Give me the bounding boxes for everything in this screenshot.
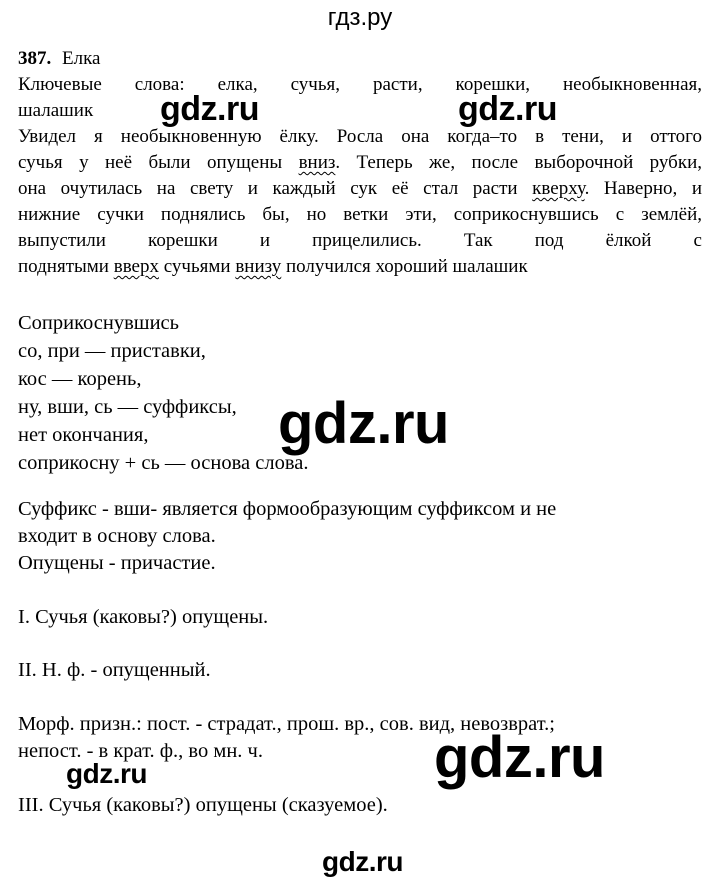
site-header: гдз.ру bbox=[327, 4, 393, 31]
text-line: выпустили корешки и прицелились. Так под ёлкой с bbox=[18, 230, 702, 251]
text-line: сучья у неё были опущены вниз. Теперь же, после выборочной рубки, bbox=[18, 152, 702, 173]
marked-word: внизу bbox=[235, 256, 282, 277]
text-line: Увидел я необыкновенную ёлку. Росла она когда–то в тени, и оттого bbox=[18, 126, 702, 147]
suffix-note-1: Суффикс - вши- является формообразующим суффиксом и не bbox=[18, 498, 557, 520]
marked-word: кверху bbox=[532, 178, 585, 199]
watermark: gdz.ru bbox=[322, 846, 403, 877]
watermark: gdz.ru bbox=[278, 391, 449, 456]
analysis-part: со, при — приставки, bbox=[18, 340, 206, 362]
analysis-part: соприкосну + сь — основа слова. bbox=[18, 452, 309, 474]
step-two: II. Н. ф. - опущенный. bbox=[18, 659, 211, 681]
suffix-note-2: входит в основу слова. bbox=[18, 525, 216, 547]
task-header bbox=[18, 46, 100, 72]
watermark: gdz.ru bbox=[434, 725, 605, 790]
watermark: gdz.ru bbox=[160, 90, 259, 128]
analysis-part: нет окончания, bbox=[18, 424, 149, 446]
keywords-line-2: шалашик bbox=[18, 100, 94, 121]
text-line: она очутилась на свету и каждый сук её стал расти кверху. Наверно, и bbox=[18, 178, 702, 199]
marked-word: вниз bbox=[298, 152, 336, 173]
morph-features-2: непост. - в крат. ф., во мн. ч. bbox=[18, 740, 263, 762]
keywords-line-1: Ключевые слова: елка, сучья, расти, корешки, необыкновенная, bbox=[18, 74, 702, 95]
step-one: I. Сучья (каковы?) опущены. bbox=[18, 606, 269, 628]
watermark: gdz.ru bbox=[458, 90, 557, 128]
analysis-part: ну, вши, сь — суффиксы, bbox=[18, 396, 237, 418]
task-number: 387. bbox=[18, 48, 52, 69]
marked-word: вверх bbox=[113, 256, 159, 277]
task-title: Елка bbox=[62, 48, 101, 69]
analysis-word: Соприкоснувшись bbox=[18, 312, 179, 334]
text-line: нижние сучки поднялись бы, но ветки эти, соприкоснувшись с землёй, bbox=[18, 204, 702, 225]
text-line-last: поднятыми вверх сучьями внизу получился хороший шалашик bbox=[18, 256, 528, 277]
step-three: III. Сучья (каковы?) опущены (сказуемое). bbox=[18, 794, 388, 816]
participle-note: Опущены - причастие. bbox=[18, 552, 216, 574]
analysis-part: кос — корень, bbox=[18, 368, 142, 390]
morph-features-1: Морф. призн.: пост. - страдат., прош. вр., сов. вид, невозврат.; bbox=[18, 713, 555, 735]
watermark: gdz.ru bbox=[66, 758, 147, 789]
